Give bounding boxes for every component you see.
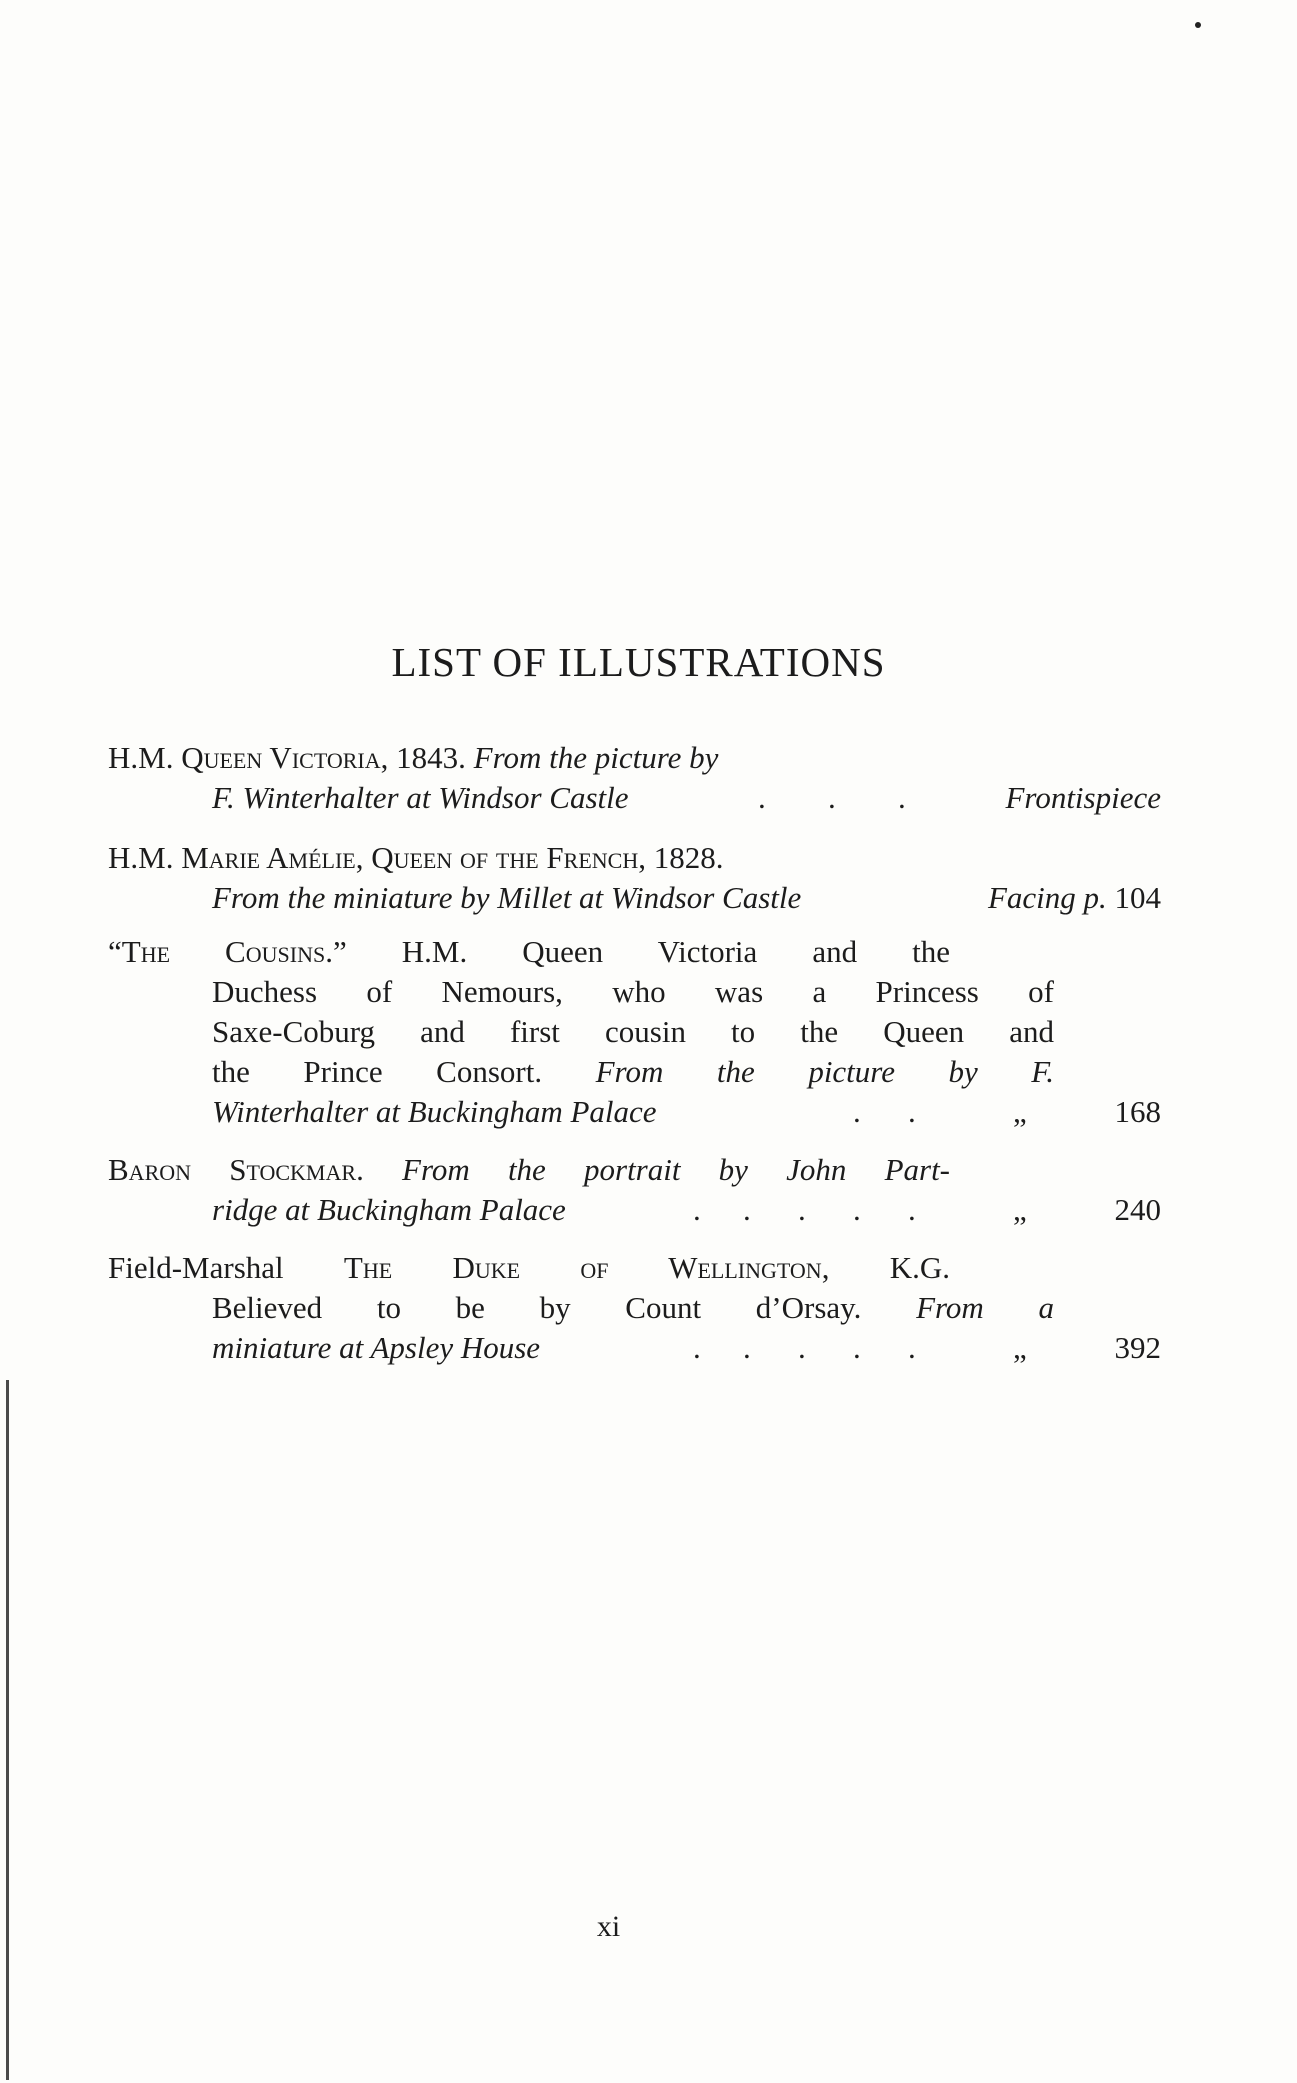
illustration-entry: Field-Marshal The Duke of Wellington, K.G. Believed to be by Count d’Orsay. From a miniature at Apsley House . . . . . „ 392: [108, 1248, 1161, 1368]
ditto-mark: „: [1013, 1094, 1027, 1129]
page-folio: xi: [596, 1910, 621, 1943]
page-number: 240: [1114, 1192, 1161, 1227]
illustration-entry: H.M. Marie Amélie, Queen of the French, 1828. From the miniature by Millet at Windsor Castle Facing p. 104: [108, 838, 1161, 918]
page-reference: Frontispiece: [1005, 780, 1161, 815]
ditto-mark: „: [1013, 1192, 1027, 1227]
page-reference: Facing p. 104: [987, 880, 1161, 915]
illustration-entry: Baron Stockmar. From the portrait by John Part- ridge at Buckingham Palace . . . . . „ 240: [108, 1150, 1161, 1230]
illustration-entry: “The Cousins.” H.M. Queen Victoria and the Duchess of Nemours, who was a Princess of Saxe-Coburg and first cousin to the Queen and the Prince Consort. From the picture by F. Winterhalter at Buckingham Palace . . „ 168: [108, 932, 1161, 1132]
page-number: 392: [1114, 1330, 1161, 1365]
entry-description: F. Winterhalter at Windsor Castle: [212, 780, 629, 815]
page-edge-rule: [6, 1380, 9, 2080]
ditto-mark: „: [1013, 1330, 1027, 1365]
page-number: 168: [1114, 1094, 1161, 1129]
illustration-entry: H.M. Queen Victoria, 1843. From the picture by F. Winterhalter at Windsor Castle . . . Frontispiece: [108, 738, 1161, 818]
entry-description: From the miniature by Millet at Windsor Castle: [212, 880, 802, 915]
entry-description: miniature at Apsley House: [212, 1330, 541, 1365]
page-title: LIST OF ILLUSTRATIONS: [391, 639, 886, 685]
ink-speck: [1195, 22, 1201, 28]
entry-description: ridge at Buckingham Palace: [212, 1192, 566, 1227]
entry-description: Winterhalter at Buckingham Palace: [212, 1094, 657, 1129]
